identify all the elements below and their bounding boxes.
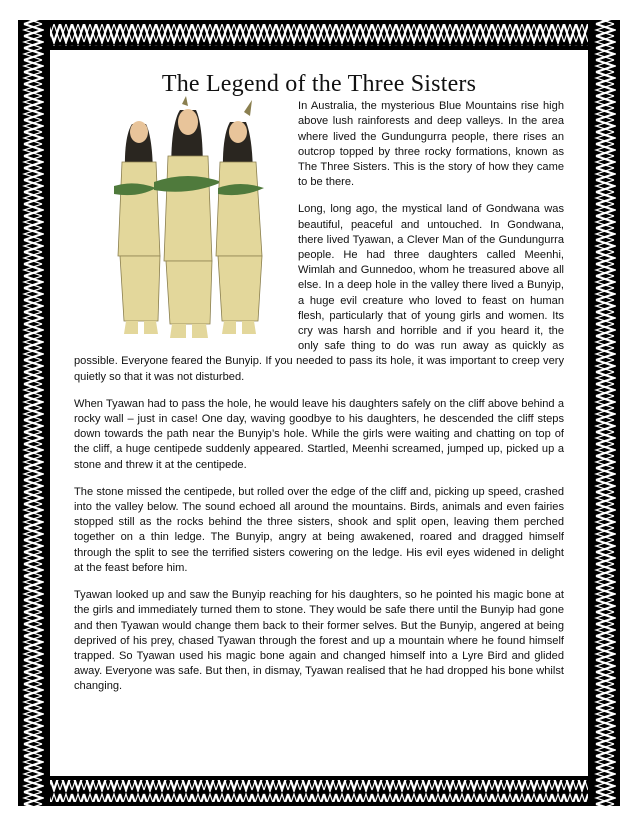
sister-middle-figure	[154, 96, 222, 338]
paragraph: When Tyawan had to pass the hole, he would leave his daughters safely on the cliff above behind a rocky wall – just in case! One day, waving goodbye to his daughters, he descended the cliff steps down towards the path near the Bunyip’s hole. While the girls were waiting and chatting on top of the cliff, a huge centipede suddenly appeared. Startled, Meenhi screamed, jumped up, picked up a stone and threw it at the centipede.	[74, 397, 564, 471]
document-title: The Legend of the Three Sisters	[161, 71, 477, 97]
document-page	[74, 72, 564, 762]
three-sisters-illustration	[94, 96, 290, 341]
paragraph: The stone missed the centipede, but rolled over the edge of the cliff and, picking up speed, crashed into the valley below. The sound echoed all around the mountains. Birds, animals and even fairies stopped still as the rocks behind the three sisters, shook and split open, leaving them perched together on a thin ledge. The Bunyip, angry at being awakened, roared and dragged himself through the split to see the terrified sisters cowering on the ledge. His evil eyes widened in delight at the feast before him.	[74, 485, 564, 574]
sister-left-figure	[114, 121, 160, 334]
paragraph: In Australia, the mysterious Blue Mountains rise high above lush rainforests and deep valleys. In the area where lived the Gundungurra people, there rises an outcrop topped by three rocky formations, known as The Three Sisters. This is the story of how they came to be there.	[298, 100, 564, 189]
paragraph: Long, long ago, the mystical land of Gondwana was beautiful, peaceful and untouched. In Gondwana, there lived Tyawan, a Clever Man of the Gundungurra people. He had three daughters called Meenhi, Wimlah and Gunnedoo, whom he treasured above all else. In a deep hole in the valley there lived a Bunyip, a huge evil creature who loved to feast on human flesh, particularly that of young girls and women. Its cry was harsh and horrible and if you heard it, the only safe thing to do was run away as quickly as possible. Everyone feared the Bunyip. If you needed to pass its hole, it was important to creep very quietly so that it was not disturbed.	[74, 203, 564, 383]
paragraph: Tyawan looked up and saw the Bunyip reaching for his daughters, so he pointed his magic bone at the girls and immediately turned them to stone. They would be safe there until the Bunyip had gone and then Tyawan would change them back to their former selves. But the Bunyip, angered at being deprived of his prey, chased Tyawan through the forest and up a mountain where he found himself trapped. So Tyawan used his magic bone again and changed himself into a Lyre Bird and glided away. Everyone was safe. But then, in dismay, Tyawan realised that he had dropped his bone whilst changing.	[74, 589, 564, 693]
sister-right-figure	[216, 100, 264, 334]
